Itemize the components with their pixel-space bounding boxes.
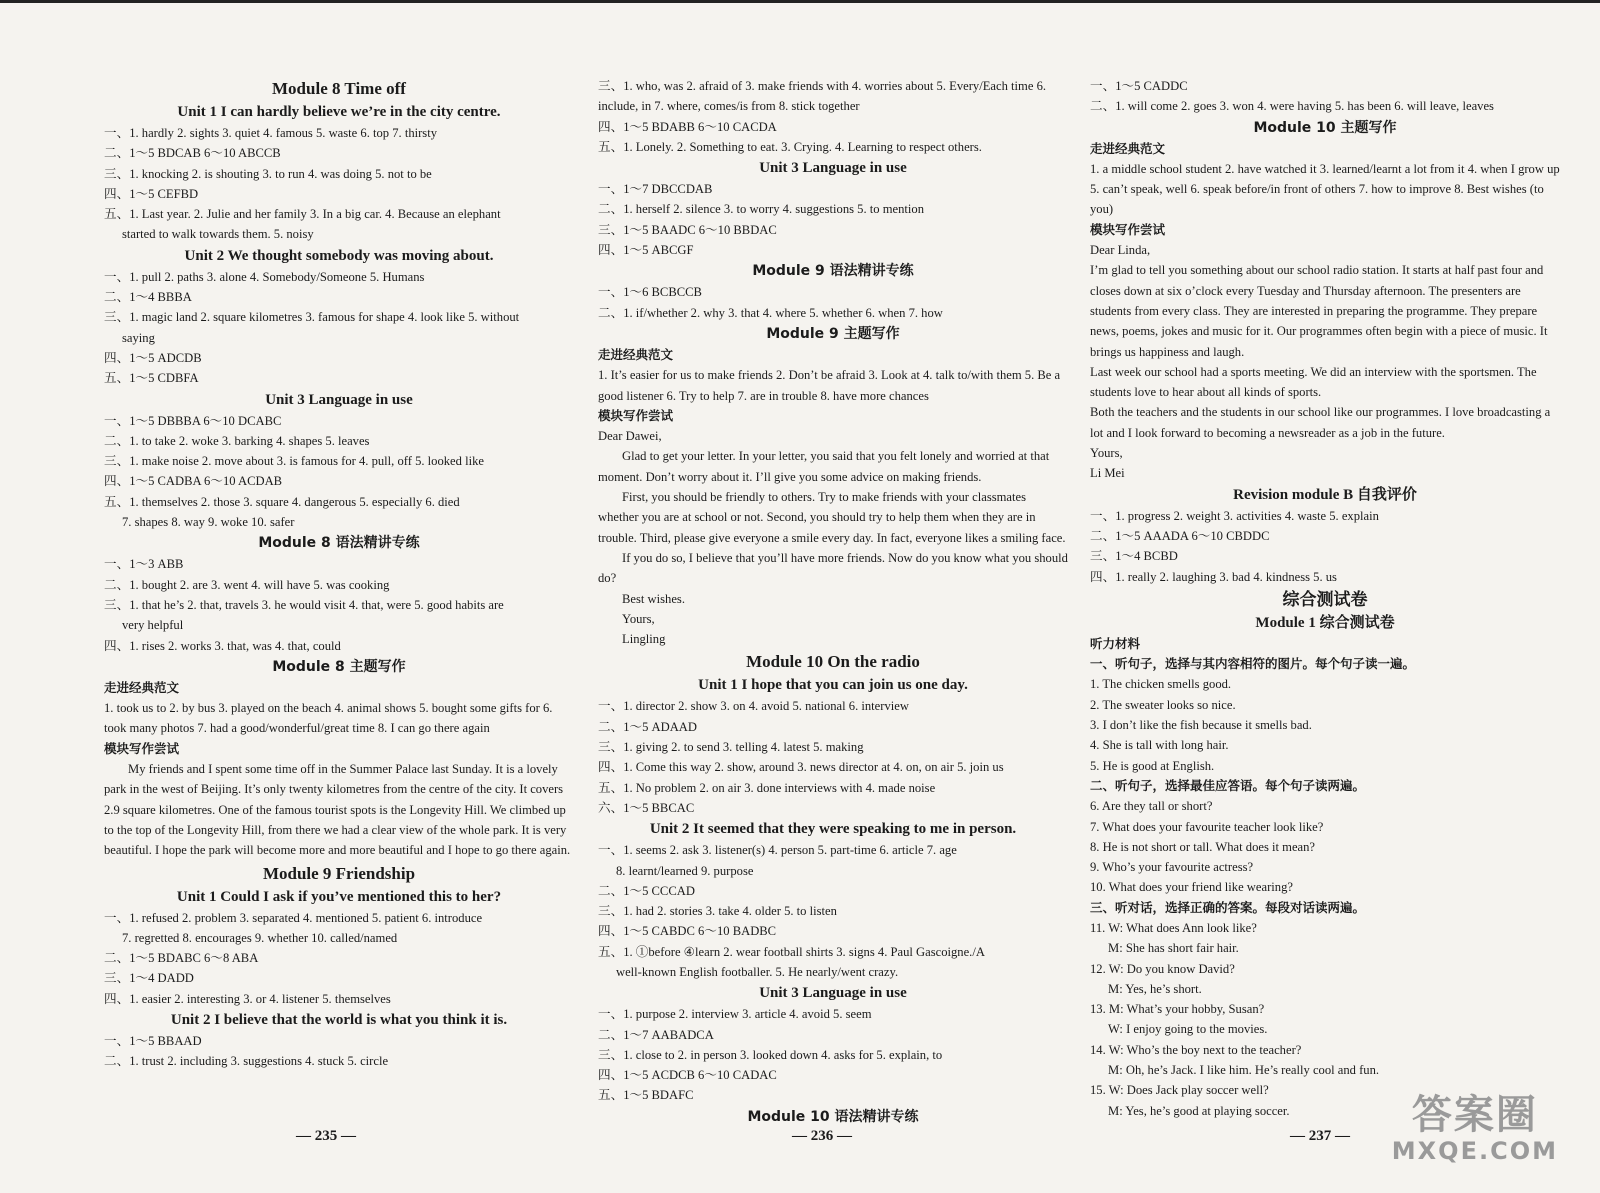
answer-line: 一、1～6 BCBCCB <box>598 285 702 300</box>
answer-line: 一、1～7 DBCCDAB <box>598 182 713 197</box>
answer-line: 13. M: What’s your hobby, Susan? <box>1090 1002 1265 1017</box>
answer-line: 四、1～5 CADBA 6～10 ACDAB <box>104 474 283 489</box>
answer-line: 二、1～5 ADAAD <box>598 719 697 734</box>
answer-line-cont: well-known English footballer. 5. He nearly/went crazy. <box>616 964 899 979</box>
answer-line-cont: M: She has short fair hair. <box>1108 941 1239 956</box>
answer-line: 三、1. giving 2. to send 3. telling 4. latest 5. making <box>598 740 864 755</box>
answer-line: 1. took us to 2. by bus 3. played on the beach 4. animal shows 5. bought some gifts for 6. took many photos 7. had a good/wonderful/great time 8. I can go there again <box>104 701 553 736</box>
answer-line: 五、1. Last year. 2. Julie and her family 3. In a big car. 4. Because an elephant <box>104 207 501 222</box>
answer-line: 二、1. bought 2. are 3. went 4. will have 5. was cooking <box>104 577 390 592</box>
answer-line-cont: started to walk towards them. 5. noisy <box>122 227 314 242</box>
answer-line: 二、1. trust 2. including 3. suggestions 4. stuck 5. circle <box>104 1054 389 1069</box>
answer-line: 二、1～7 AABADCA <box>598 1027 714 1042</box>
answer-line: 一、1. refused 2. problem 3. separated 4. mentioned 5. patient 6. introduce <box>104 910 483 925</box>
answer-line: 三、1～4 BCBD <box>1090 549 1178 564</box>
answer-line: 15. W: Does Jack play soccer well? <box>1090 1083 1269 1098</box>
paragraph: If you do so, I believe that you’ll have more friends. Now do you know what you should do? <box>598 550 1068 586</box>
answer-line-cont: 7. regretted 8. encourages 9. whether 10. called/named <box>122 930 398 945</box>
module-heading: Module 10 On the radio <box>746 652 920 672</box>
paragraph: First, you should be friendly to others. Try to make friends with your classmates whether you are at school or not. Second, you should try to help them when they are in trouble. Third, please give everyone a smile every day. In fact, everyone likes a smiling face. <box>598 490 1066 545</box>
answer-line: 4. She is tall with long hair. <box>1090 738 1229 753</box>
page-number-236: — 236 — <box>792 1128 852 1144</box>
subsection-label: 模块写作尝试 <box>598 407 674 423</box>
answer-line: 12. W: Do you know David? <box>1090 961 1235 976</box>
paragraph: Best wishes. <box>622 591 685 606</box>
answer-line: Yours, <box>1090 446 1123 461</box>
paragraph: Glad to get your letter. In your letter, you said that you felt lonely and worried at that moment. Don’t worry about it. I’ll give you some advice on making friends. <box>598 449 1050 484</box>
answer-line: 5. He is good at English. <box>1090 758 1215 773</box>
answer-line: 四、1. really 2. laughing 3. bad 4. kindness 5. us <box>1090 569 1337 584</box>
answer-line: 四、1～5 ABCGF <box>598 243 694 258</box>
answer-line: 五、1～5 CDBFA <box>104 371 199 386</box>
answer-line: 二、1～5 BDABC 6～8 ABA <box>104 951 259 966</box>
answer-line: 三、1. magic land 2. square kilometres 3. famous for shape 4. look like 5. without <box>104 310 520 325</box>
unit-heading: Unit 3 Language in use <box>759 985 907 1002</box>
answer-line: 五、1. ①before ④learn 2. wear football shirts 3. signs 4. Paul Gascoigne./A <box>598 944 985 959</box>
module-heading: Module 8 Time off <box>272 79 406 98</box>
answer-line: 三、1. that he’s 2. that, travels 3. he would visit 4. that, were 5. good habits are <box>104 597 504 612</box>
unit-heading: Module 1 综合测试卷 <box>1255 614 1395 631</box>
unit-heading: Unit 1 Could I ask if you’ve mentioned this to her? <box>176 888 502 905</box>
paragraph: Lingling <box>622 632 666 647</box>
unit-heading: Unit 2 We thought somebody was moving about. <box>184 247 494 264</box>
answer-line: 一、1. purpose 2. interview 3. article 4. avoid 5. seem <box>598 1007 872 1022</box>
answer-line: 五、1. themselves 2. those 3. square 4. dangerous 5. especially 6. died <box>104 494 460 509</box>
subsection-label: 走进经典范文 <box>1090 140 1166 156</box>
answer-line: 一、1. progress 2. weight 3. activities 4. waste 5. explain <box>1090 508 1379 523</box>
section-heading: Module 10 主题写作 <box>1253 119 1397 136</box>
module-heading: Module 9 Friendship <box>262 863 416 883</box>
subsection-label: 模块写作尝试 <box>104 740 180 756</box>
column-right <box>1090 76 1560 1121</box>
answer-line: 四、1～5 CEFBD <box>104 186 199 201</box>
unit-heading: Unit 1 I hope that you can join us one day. <box>698 677 968 694</box>
answer-line: 三、1. who, was 2. afraid of 3. make friends with 4. worries about 5. Every/Each time 6. include, in 7. where, comes/is from 8. stick together <box>598 79 1047 114</box>
answer-line: 一、1～3 ABB <box>104 557 184 572</box>
answer-line: 三、1. close to 2. in person 3. looked down 4. asks for 5. explain, to <box>598 1047 943 1062</box>
answer-line: 四、1. Come this way 2. show, around 3. news director at 4. on, on air 5. join us <box>598 760 1004 775</box>
watermark-logo: 答案圈 <box>1411 1092 1538 1138</box>
paragraph: My friends and I spent some time off in the Summer Palace last Sunday. It is a lovely park in the west of Beijing. It’s only twenty kilometres from the centre of the city. It covers 2.9 square kilometres. One of the famous tourist spots is the Longevity Hill. We climbed up to the top of the Longevity Hill, from there we had a clear view of the whole park. It is very beautiful. I hope the park will become more and more beautiful and I hope to go there again. <box>104 762 571 858</box>
unit-heading: Unit 3 Language in use <box>265 391 413 408</box>
unit-heading: Revision module B 自我评价 <box>1233 486 1417 503</box>
answer-line-cont: M: Oh, he’s Jack. I like him. He’s really cool and fun. <box>1108 1063 1380 1078</box>
section-heading: Module 10 语法精讲专练 <box>747 1108 919 1125</box>
answer-line: 二、1. herself 2. silence 3. to worry 4. suggestions 5. to mention <box>598 202 924 217</box>
unit-heading: Unit 2 It seemed that they were speaking to me in person. <box>649 821 1017 838</box>
answer-line: 三、1. had 2. stories 3. take 4. older 5. to listen <box>598 904 837 919</box>
answer-line: 11. W: What does Ann look like? <box>1090 920 1257 935</box>
answer-line: 一、1. director 2. show 3. on 4. avoid 5. national 6. interview <box>598 699 909 714</box>
answer-line: 三、1. knocking 2. is shouting 3. to run 4. was doing 5. not to be <box>104 166 432 181</box>
answer-line: 二、1. will come 2. goes 3. won 4. were having 5. has been 6. will leave, leaves <box>1090 99 1494 114</box>
answer-line: 1. a middle school student 2. have watched it 3. learned/learnt a lot from it 4. when I grow up 5. can’t speak, well 6. speak before/in front of others 7. how to improve 8. Best wishes (to you) <box>1090 161 1560 217</box>
answer-line: 二、1～5 AAADA 6～10 CBDDC <box>1090 528 1270 543</box>
answer-line: 3. I don’t like the fish because it smells bad. <box>1090 718 1312 733</box>
section-heading: Module 8 主题写作 <box>272 658 406 675</box>
answer-line: 五、1. Lonely. 2. Something to eat. 3. Crying. 4. Learning to respect others. <box>598 139 982 154</box>
answer-line: 四、1～5 CABDC 6～10 BADBC <box>598 924 777 939</box>
subsection-label: 二、听句子，选择最佳应答语。每个句子读两遍。 <box>1090 777 1366 793</box>
answer-line: 一、1. pull 2. paths 3. alone 4. Somebody/Someone 5. Humans <box>104 269 425 284</box>
answer-line: Both the teachers and the students in our school like our programmes. I love broadcasting a lot and I look forward to becoming a newsreader as a job in the future. <box>1090 405 1551 440</box>
answer-line: 1. The chicken smells good. <box>1090 677 1232 692</box>
answer-line: 四、1. rises 2. works 3. that, was 4. that, could <box>104 638 341 653</box>
watermark <box>1392 1093 1558 1165</box>
answer-line-cont: W: I enjoy going to the movies. <box>1108 1022 1268 1037</box>
page-number-237: — 237 — <box>1290 1128 1350 1144</box>
answer-line-cont: very helpful <box>122 618 184 633</box>
answer-line: 四、1～5 BDABB 6～10 CACDA <box>598 119 777 134</box>
answer-line: 一、1～5 CADDC <box>1090 79 1188 93</box>
answer-line: 一、1～5 DBBBA 6～10 DCABC <box>104 413 282 428</box>
answer-line: 9. Who’s your favourite actress? <box>1090 860 1254 875</box>
subsection-label: 听力材料 <box>1090 635 1141 651</box>
section-heading: Module 8 语法精讲专练 <box>258 535 420 552</box>
answer-line: Dear Linda, <box>1090 243 1151 258</box>
answer-line: 四、1. easier 2. interesting 3. or 4. listener 5. themselves <box>104 991 391 1006</box>
answer-line: 六、1～5 BBCAC <box>598 800 695 815</box>
unit-heading: Unit 3 Language in use <box>759 160 907 177</box>
answer-line: 10. What does your friend like wearing? <box>1090 880 1293 895</box>
answer-line: 三、1～5 BAADC 6～10 BBDAC <box>598 222 777 237</box>
answer-line: 二、1. if/whether 2. why 3. that 4. where 5. whether 6. when 7. how <box>598 305 943 320</box>
answer-line-cont: 7. shapes 8. way 9. woke 10. safer <box>122 515 295 530</box>
column-middle <box>598 76 1068 1128</box>
answer-line: 五、1. No problem 2. on air 3. done interviews with 4. made noise <box>598 780 936 795</box>
paragraph: Yours, <box>622 611 655 626</box>
answer-line: 二、1～5 BDCAB 6～10 ABCCB <box>104 146 281 161</box>
answer-line: 14. W: Who’s the boy next to the teacher? <box>1090 1042 1302 1057</box>
answer-line: I’m glad to tell you something about our school radio station. It starts at half past four and closes down at six o’clock every Tuesday and Thursday afternoon. The presenters are students from every class. They are interested in preparing the programme. They prepare news, poems, jokes and music for it. Our programmes often begin with a piece of music. It brings us happiness and laugh. <box>1090 263 1548 359</box>
answer-line-cont: M: Yes, he’s short. <box>1108 981 1202 996</box>
answer-line: 二、1. to take 2. woke 3. barking 4. shapes 5. leaves <box>104 433 370 448</box>
answer-line: 三、1～4 DADD <box>104 971 194 986</box>
answer-line: 二、1～5 CCCAD <box>598 883 695 898</box>
answer-line: 8. He is not short or tall. What does it mean? <box>1090 839 1316 854</box>
subsection-label: 走进经典范文 <box>104 679 180 695</box>
answer-line: 一、1. seems 2. ask 3. listener(s) 4. person 5. part-time 6. article 7. age <box>598 843 957 858</box>
subsection-label: 一、听句子，选择与其内容相符的图片。每个句子读一遍。 <box>1090 656 1416 672</box>
module-heading: 综合测试卷 <box>1282 589 1368 609</box>
section-heading: Module 9 语法精讲专练 <box>752 263 914 280</box>
page-number-235: — 235 — <box>296 1128 356 1144</box>
answer-line: Li Mei <box>1090 466 1125 481</box>
answer-line: 2. The sweater looks so nice. <box>1090 697 1236 712</box>
unit-heading: Unit 2 I believe that the world is what you think it is. <box>170 1011 508 1028</box>
answer-line-cont: M: Yes, he’s good at playing soccer. <box>1108 1103 1290 1118</box>
answer-line: 7. What does your favourite teacher look like? <box>1090 819 1324 834</box>
answer-line: 二、1～4 BBBA <box>104 290 192 305</box>
unit-heading: Unit 1 I can hardly believe we’re in the city centre. <box>177 104 501 120</box>
answer-line: 1. It’s easier for us to make friends 2. Don’t be afraid 3. Look at 4. talk to/with them 5. Be a good listener 6. Try to help 7. are in trouble 8. have more chances <box>598 368 1061 403</box>
subsection-label: 走进经典范文 <box>598 346 674 362</box>
answer-line: Last week our school had a sports meeting. We did an interview with the sportsmen. The students love to hear about all kinds of sports. <box>1090 364 1537 400</box>
column-left <box>104 76 574 1072</box>
answer-line: 一、1～5 BBAAD <box>104 1033 202 1048</box>
answer-line: 三、1. make noise 2. move about 3. is famous for 4. pull, off 5. looked like <box>104 454 484 469</box>
top-border <box>0 0 1600 3</box>
answer-line: 四、1～5 ACDCB 6～10 CADAC <box>598 1068 777 1083</box>
answer-line: 四、1～5 ADCDB <box>104 350 202 365</box>
answer-line-cont: saying <box>122 330 155 345</box>
subsection-label: 模块写作尝试 <box>1090 221 1166 237</box>
answer-line: 五、1～5 BDAFC <box>598 1088 694 1103</box>
watermark-url: MXQE.COM <box>1391 1137 1558 1165</box>
answer-line: Dear Dawei, <box>598 429 662 444</box>
answer-line: 6. Are they tall or short? <box>1090 799 1213 814</box>
subsection-label: 三、听对话，选择正确的答案。每段对话读两遍。 <box>1090 899 1366 915</box>
answer-line-cont: 8. learnt/learned 9. purpose <box>616 863 754 878</box>
section-heading: Module 9 主题写作 <box>766 325 900 342</box>
answer-line: 一、1. hardly 2. sights 3. quiet 4. famous 5. waste 6. top 7. thirsty <box>104 126 438 140</box>
